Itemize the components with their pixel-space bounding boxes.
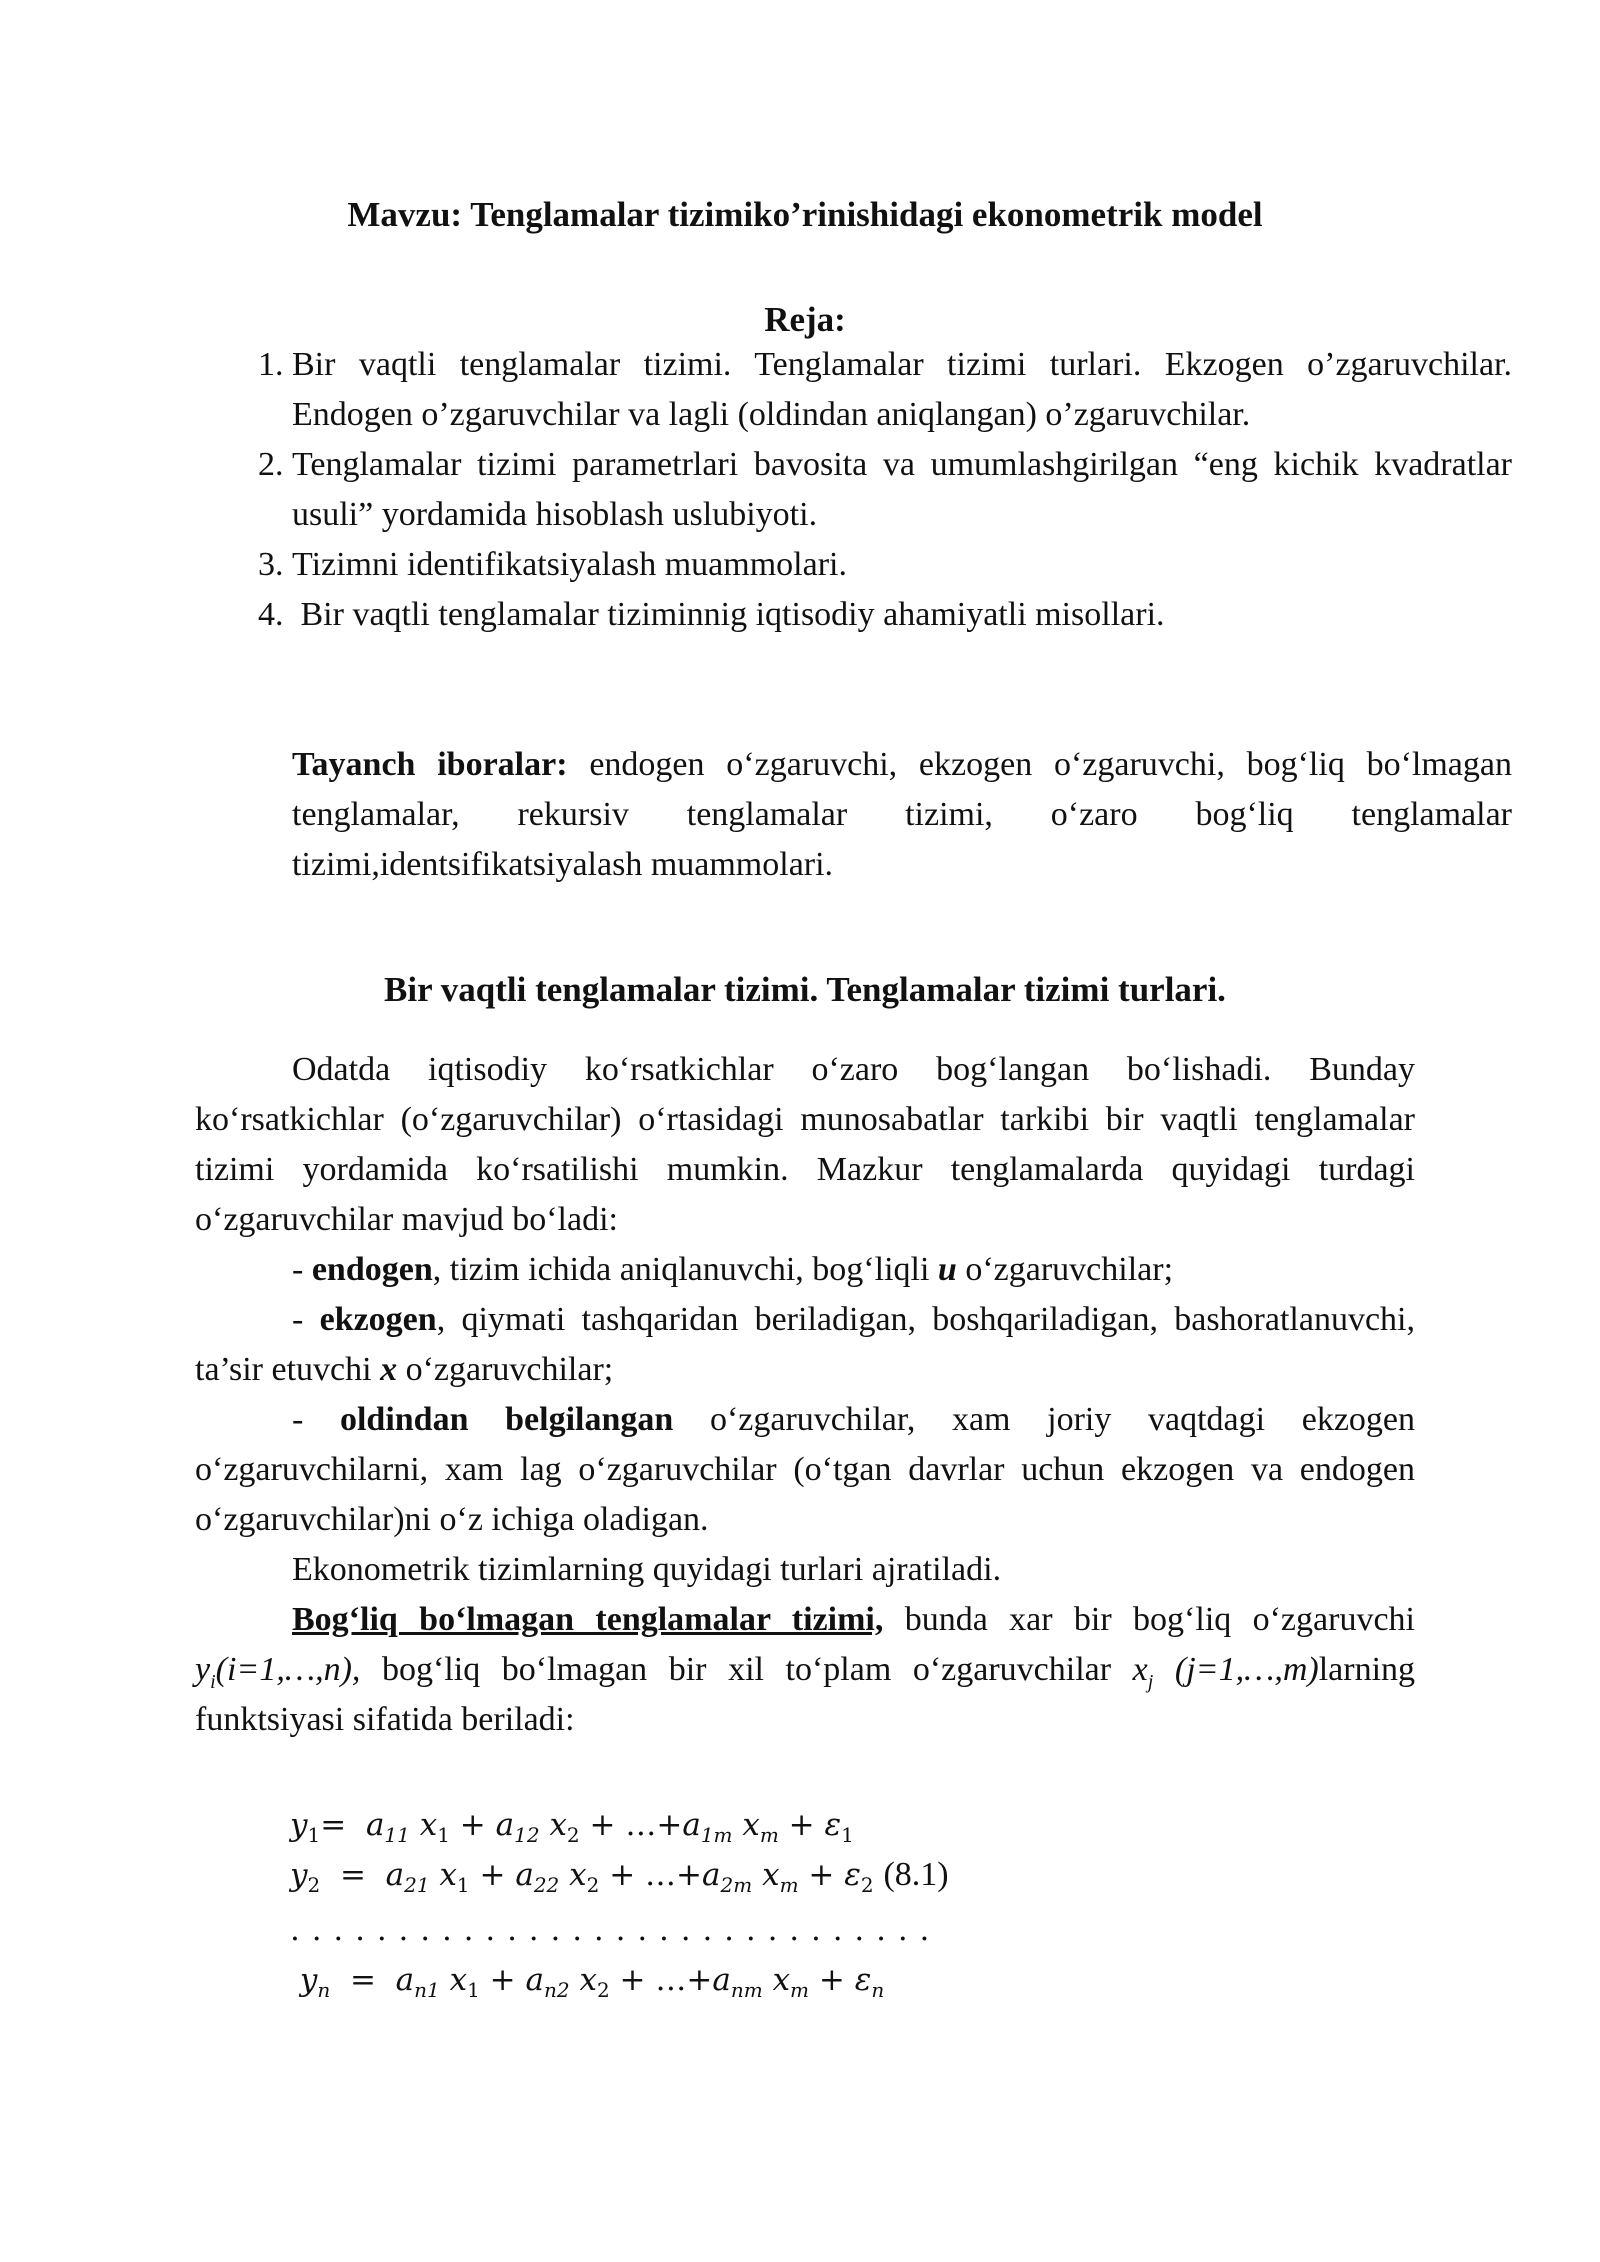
plan-heading: Reja: bbox=[764, 300, 846, 339]
var-xj bbox=[1132, 1651, 1154, 1693]
equation-label: (8.1) bbox=[883, 1856, 949, 1893]
var-x: x bbox=[1132, 1651, 1148, 1688]
bullet-oldindan bbox=[195, 1395, 1415, 1545]
plan-item: 4. Bir vaqtli tenglamalar tiziminnig iqtisodiy ahamiyatli misollari. bbox=[292, 590, 1512, 640]
range-i: (i=1,…,n), bbox=[215, 1651, 361, 1688]
var-y: y bbox=[195, 1651, 211, 1688]
types-intro: Ekonometrik tizimlarning quyidagi turlari ajratiladi. bbox=[292, 1551, 1002, 1588]
var-u: u bbox=[937, 1251, 957, 1288]
equation-1: $y_1= a_{11}$ $x_1 + a_{12}$ $x_2$ + $\dots+a_{1m}$ $x_m + \varepsilon_1$ bbox=[290, 1807, 854, 1848]
bullet-text: o‘zgaruvchilar; bbox=[956, 1251, 1174, 1288]
var-x: x bbox=[380, 1351, 398, 1388]
page-title: Mavzu: Tenglamalar tizimiko’rinishidagi ekonometrik model bbox=[347, 195, 1263, 234]
subscript-j: j bbox=[1147, 1670, 1154, 1693]
plan-list bbox=[195, 340, 1512, 640]
var-yi bbox=[195, 1651, 361, 1693]
bullet-text: o‘zgaruvchilar; bbox=[397, 1351, 614, 1388]
paragraph-text: bunda xar bir bog‘liq o‘zgaruvchi bbox=[883, 1601, 1415, 1638]
keywords-label: Tayanch iboralar: bbox=[292, 746, 568, 783]
bullet-text: o‘zgaruvchilar, xam joriy vaqtdagi ekzogen o‘zgaruvchilarni, xam lag o‘zgaruvchilar (o‘tgan davrlar uchun ekzogen va endogen o‘zgaruvchilar)ni o‘z ichiga oladigan. bbox=[195, 1401, 1415, 1538]
plan-item: 1. Bir vaqtli tenglamalar tizimi. Tenglamalar tizimi turlari. Ekzogen o’zgaruvchilar. Endogen o’zgaruvchilar va lagli (oldindan aniqlangan) o’zgaruvchilar. bbox=[292, 340, 1512, 440]
equation-n: $y_n = a_{n1}$ $x_1 + a_{n2}$ $x_2$ + $\dots+a_{nm}$ $x_m + \varepsilon_n$ bbox=[299, 1962, 885, 2003]
section-heading: Bir vaqtli tenglamalar tizimi. Tenglamalar tizimi turlari. bbox=[384, 970, 1226, 1009]
bullet-text: , tizim ichida aniqlanuvchi, bog‘liqli bbox=[432, 1251, 938, 1288]
paragraph-text: bog‘liq bo‘lmagan bir xil to‘plam o‘zgaruvchilar bbox=[360, 1651, 1133, 1688]
bullet-text: , qiymati tashqaridan beriladigan, boshqariladigan, bashoratlanuvchi, ta’sir etuvchi bbox=[195, 1301, 1415, 1388]
equation-2: $y_2 = a_{21}$ $x_1 + a_{22}$ $x_2$ + $\dots+a_{2m}$ $x_m + \varepsilon_2$ (8.1) bbox=[290, 1856, 949, 1898]
keywords-paragraph bbox=[195, 740, 1512, 890]
keywords-text: endogen o‘zgaruvchi, ekzogen o‘zgaruvchi, bog‘liq bo‘lmagan tenglamalar, rekursiv tenglamalar tizimi, o‘zaro bog‘liq tenglamalar tizimi,identsifikatsiyalash muammolari. bbox=[292, 746, 1512, 883]
range-j: (j=1,…,m) bbox=[1174, 1651, 1319, 1688]
paragraph-text: larning funktsiyasi sifatida beriladi: bbox=[195, 1651, 1416, 1738]
term-endogen: endogen bbox=[311, 1251, 433, 1288]
plan-item: 2. Tenglamalar tizimi parametrlari bavosita va umumlashgirilgan “eng kichik kvadratlar usuli” yordamida hisoblash uslubiyoti. bbox=[292, 440, 1512, 540]
plan-item: 3. Tizimni identifikatsiyalash muammolari. bbox=[292, 540, 1512, 590]
intro-paragraph: Odatda iqtisodiy ko‘rsatkichlar o‘zaro bog‘langan bo‘lishadi. Bunday ko‘rsatkichlar (o‘zgaruvchilar) o‘rtasidagi munosabatlar tarkibi bir vaqtli tenglamalar tizimi yordamida ko‘rsatilishi mumkin. Mazkur tenglamalarda quyidagi turdagi o‘zgaruvchilar mavjud bo‘ladi: bbox=[195, 1051, 1415, 1238]
equation-dots: . . . . . . . . . . . . . . . . . . . . . . . . . . . . . . bbox=[290, 1912, 931, 1948]
bullet-dash: - bbox=[292, 1301, 320, 1338]
independent-system-paragraph bbox=[195, 1595, 1415, 1745]
term-oldindan: oldindan belgilangan bbox=[339, 1401, 674, 1438]
bullet-endogen bbox=[195, 1245, 1415, 1295]
bullet-dash: - bbox=[292, 1401, 340, 1438]
bullet-dash: - bbox=[292, 1251, 312, 1288]
term-ekzogen: ekzogen bbox=[319, 1301, 437, 1338]
bullet-ekzogen bbox=[195, 1295, 1415, 1395]
subscript-i: i bbox=[210, 1670, 216, 1693]
term-independent-system: Bog‘liq bo‘lmagan tenglamalar tizimi, bbox=[292, 1601, 884, 1638]
